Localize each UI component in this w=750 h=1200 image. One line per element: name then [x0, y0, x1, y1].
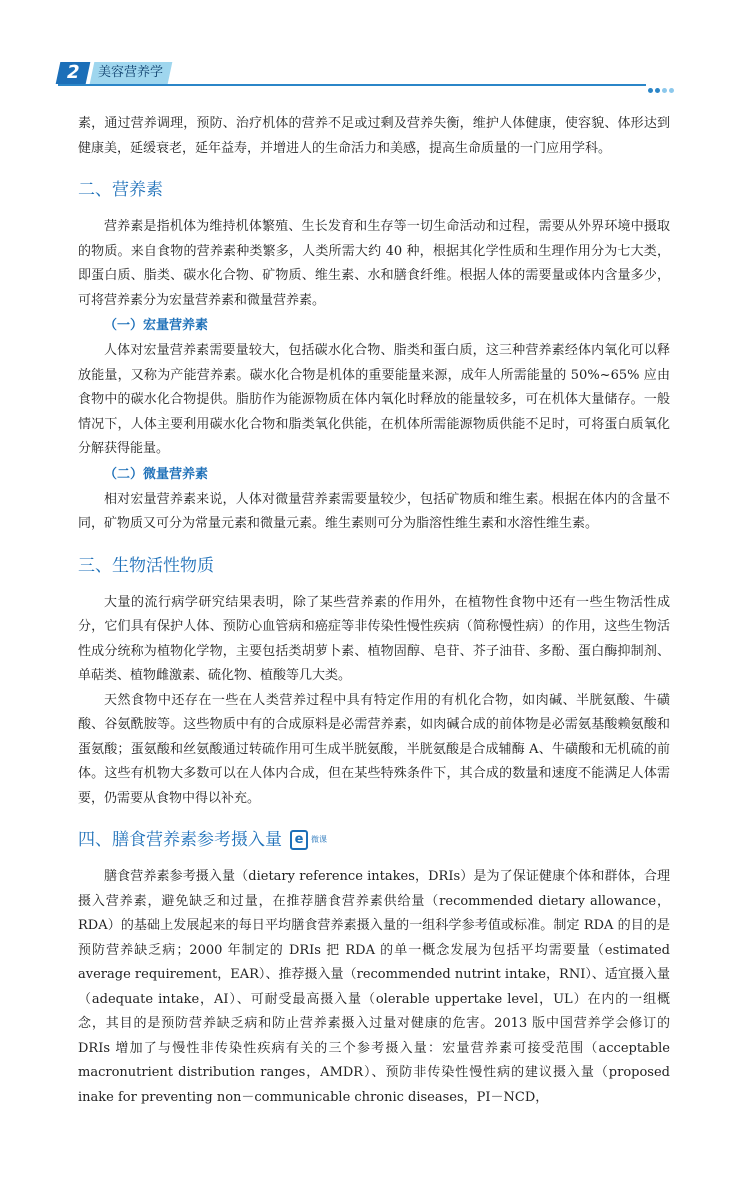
subsection-heading-macronutrients: （一）宏量营养素	[104, 318, 209, 333]
paragraph: 人体对宏量营养素需要量较大，包括碳水化合物、脂类和蛋白质，这三种营养素经体内氧化可以释放能量，又称为产能营养素。碳水化合物是机体的重要能量来源，成年人所需能量的 50%~65% 应由食物中的碳水化合物提供。脂肪作为能源物质在体内氧化时释放的能量较多，可在机体大量储存。一般情况下，人体主要利用碳水化合物和脂类氧化供能，在机体所需能源物质供能不足时，可将蛋白质氧化分解获得能量。	[78, 343, 670, 456]
paragraph: 营养素是指机体为维持机体繁殖、生长发育和生存等一切生命活动和过程，需要从外界环境中摄取的物质。来自食物的营养素种类繁多，人类所需大约 40 种，根据其化学性质和生理作用分为七大类，即蛋白质、脂类、碳水化合物、矿物质、维生素、水和膳食纤维。根据人体的需要量或体内含量多少，可将营养素分为宏量营养素和微量营养素。	[78, 219, 670, 308]
section-heading-nutrients: 二、营养素	[78, 180, 163, 200]
header-rule	[58, 84, 646, 86]
subsection-heading-micronutrients: （二）微量营养素	[104, 466, 209, 482]
paragraph: 相对宏量营养素来说，人体对微量营养素需要量较少，包括矿物质和维生素。根据在体内的含量不同，矿物质又可分为常量元素和微量元素。维生素则可分为脂溶性维生素和水溶性维生素。	[78, 491, 670, 531]
page-number: 2	[56, 62, 91, 84]
dot-icon	[669, 88, 674, 93]
dot-icon	[655, 88, 660, 93]
section-heading-text: 四、膳食营养素参考摄入量	[78, 830, 282, 850]
dot-icon	[648, 88, 653, 93]
section-heading-dris	[78, 827, 670, 853]
page-header	[0, 0, 750, 90]
paragraph-intro: 素，通过营养调理，预防、治疗机体的营养不足或过剩及营养失衡，维护人体健康，使容貌、体形达到健康美，延缓衰老，延年益寿，并增进人的生命活力和美感，提高生命质量的一门应用学科。	[78, 116, 670, 156]
section-heading-bioactive: 三、生物活性物质	[78, 555, 214, 576]
dot-icon	[662, 88, 667, 93]
page-content	[78, 112, 670, 1110]
book-title: 美容营养学	[98, 65, 164, 80]
header-dots-ornament	[648, 78, 676, 86]
micro-lesson-label: 微课	[311, 835, 327, 844]
paragraph: 大量的流行病学研究结果表明，除了某些营养素的作用外，在植物性食物中还有一些生物活性成分，它们具有保护人体、预防心血管病和癌症等非传染性慢性疾病（简称慢性病）的作用，这些生物活性成分统称为植物化学物，主要包括类胡萝卜素、植物固醇、皂苷、芥子油苷、多酚、蛋白酶抑制剂、单萜类、植物雌激素、硫化物、植酸等几大类。	[78, 594, 670, 683]
paragraph: 天然食物中还存在一些在人类营养过程中具有特定作用的有机化合物，如肉碱、半胱氨酸、牛磺酸、谷氨酰胺等。这些物质中有的合成原料是必需营养素，如肉碱合成的前体物是必需氨基酸赖氨酸和蛋氨酸；蛋氨酸和丝氨酸通过转硫作用可生成半胱氨酸，半胱氨酸是合成辅酶 A、牛磺酸和无机硫的前体。这些有机物大多数可以在人体内合成，但在某些特殊条件下，其合成的数量和速度不能满足人体需要，仍需要从食物中得以补充。	[78, 692, 670, 806]
micro-lesson-link[interactable]	[290, 827, 327, 853]
paragraph: 膳食营养素参考摄入量（dietary reference intakes，DRIs）是为了保证健康个体和群体，合理摄入营养素，避免缺乏和过量，在推荐膳食营养素供给量（recommended dietary allowance，RDA）的基础上发展起来的每日平均膳食营养素摄入量的一组科学参考值或标准。制定 RDA 的目的是预防营养缺乏病；2000 年制定的 DRIs 把 RDA 的单一概念发展为包括平均需要量（estimated average requirement，EAR）、推荐摄入量（recommended nutrint intake，RNI）、适宜摄入量（adequate intake，AI）、可耐受最高摄入量（olerable uppertake level，UL）在内的一组概念，其目的是预防营养缺乏病和防止营养素摄入过量对健康的危害。2013 版中国营养学会修订的 DRIs 增加了与慢性非传染性疾病有关的三个参考摄入量：宏量营养素可接受范围（acceptable macronutrient distribution ranges，AMDR）、预防非传染性慢性病的建议摄入量（proposed inake for preventing non－communicable chronic diseases，PI－NCD，	[78, 869, 670, 1105]
e-lesson-icon: e	[290, 830, 308, 850]
